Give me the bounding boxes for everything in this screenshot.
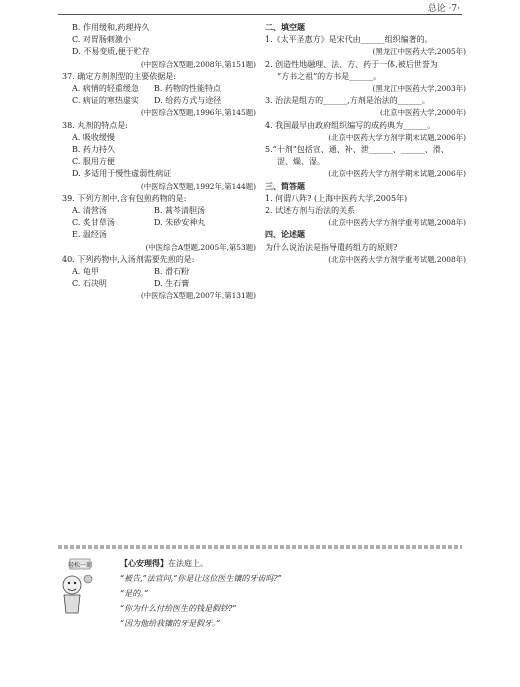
- joke-box: [120, 556, 460, 631]
- question-text: 3. 治法是组方的______,方剂是治法的______。: [265, 96, 430, 106]
- joke-title: [120, 556, 460, 571]
- question-text: 1.《太平圣惠方》是宋代由______组织编著的。: [265, 35, 433, 45]
- option-text: A. 清营汤: [72, 206, 107, 216]
- header-rule: [58, 14, 462, 15]
- question-text: 5.“十剂”包括宣、通、补、泄______、______、滑、: [265, 145, 449, 155]
- question-source: (北京中医药大学,2000年): [379, 108, 466, 118]
- question-text: 1. 何谓八阵? (上海中医药大学,2005年): [265, 193, 408, 203]
- joke-title-bracket: 【心安理得】: [120, 559, 168, 568]
- section-heading: 四、论述题: [265, 230, 305, 240]
- option-text: D. 不易变质,便于贮存: [72, 47, 150, 57]
- option-text: D. 朱砂安神丸: [154, 218, 206, 228]
- question-source: (黑龙江中医药大学,2003年): [372, 84, 466, 94]
- question-text: 40. 下列药物中,入汤剂需要先煎的是:: [62, 254, 195, 264]
- option-text: A. 吸收缓慢: [72, 132, 115, 142]
- joke-line: “你为什么付给医生的钱是假钞?”: [120, 604, 237, 613]
- option-text: D. 给药方式与途径: [154, 96, 222, 106]
- option-text: C. 对胃肠刺激小: [72, 35, 131, 45]
- question-text: 2. 试述方剂与治法的关系: [265, 206, 356, 216]
- option-text: E. 温经汤: [72, 230, 107, 240]
- joke-line: “是的。”: [120, 589, 149, 598]
- question-text: 2. 创造性地融理、法、方、药于一体,被后世誉为: [265, 59, 438, 69]
- joke-title-rest: 在法庭上。: [168, 559, 208, 568]
- question-source: (北京中医药大学方剂学重考试题,2008年): [328, 254, 466, 264]
- option-text: C. 服用方便: [72, 157, 115, 167]
- question-source: (中医综合X型题,2008年,第151题): [140, 59, 256, 69]
- question-source: (中医综合X型题,1992年,第144题): [140, 181, 256, 191]
- option-text: D. 多适用于慢性虚弱性病证: [72, 169, 172, 179]
- question-source: (黑龙江中医药大学,2005年): [372, 47, 466, 57]
- option-text: B. 蒿芩清胆汤: [154, 206, 205, 216]
- option-text: C. 炙甘草汤: [72, 218, 115, 228]
- option-text: A. 龟甲: [72, 267, 99, 277]
- option-text: D. 生石膏: [154, 279, 190, 289]
- option-text: B. 滑石粉: [154, 267, 189, 277]
- question-continuation: 涩、燥、湿。: [277, 157, 325, 167]
- option-row: [62, 217, 260, 229]
- section-heading: 二、填空题: [265, 23, 305, 32]
- question-continuation: “方书之祖”的方书是______。: [277, 71, 382, 81]
- mascot-icon: [58, 557, 102, 615]
- section-heading: 三、简答题: [265, 181, 305, 191]
- question-text: 39. 下列方剂中,含有包煎药物的是:: [62, 193, 187, 203]
- option-row: [62, 205, 260, 217]
- question-text: 为什么说治法是指导遣药组方的原则?: [265, 242, 398, 252]
- question-text: 4. 我国最早由政府组织编写的成药典为______。: [265, 120, 436, 130]
- option-text: B. 药力持久: [72, 145, 115, 155]
- option-text: B. 药物的性能特点: [154, 84, 221, 94]
- option-row: [62, 83, 260, 95]
- option-row: [62, 95, 260, 107]
- option-row: [62, 278, 260, 290]
- joke-line: “因为他给我镶的牙是假牙。”: [120, 619, 221, 628]
- question-text: 37. 确定方剂剂型的主要依据是:: [62, 71, 176, 81]
- option-text: B. 作用缓和,药理持久: [72, 23, 150, 32]
- question-source: (中医综合X型题,1996年,第145题): [140, 108, 256, 118]
- option-text: A. 病情的轻重缓急: [72, 84, 139, 94]
- question-text: 38. 丸剂的特点是:: [62, 120, 128, 130]
- page-header: 总论 ·7·: [427, 4, 460, 14]
- question-source: (中医综合X型题,2007年,第131题): [140, 291, 256, 301]
- question-source: (中医综合A型题,2005年,第53题): [145, 242, 256, 252]
- question-source: (北京中医药大学方剂学期末试题,2006年): [328, 169, 466, 179]
- left-column: [62, 22, 260, 303]
- footer-divider: [58, 545, 462, 549]
- joke-line: “被告,”法官问,“你是让这位医生镶的牙齿吗?”: [120, 574, 282, 583]
- option-row: [62, 266, 260, 278]
- option-text: C. 病证的寒热虚实: [72, 96, 139, 106]
- option-text: C. 石决明: [72, 279, 107, 289]
- question-source: (北京中医药大学方剂学期末试题,2006年): [328, 132, 466, 142]
- mascot-label: 轻松一刻: [67, 562, 93, 569]
- right-column: [265, 22, 470, 266]
- question-source: (北京中医药大学方剂学重考试题,2008年): [328, 218, 466, 228]
